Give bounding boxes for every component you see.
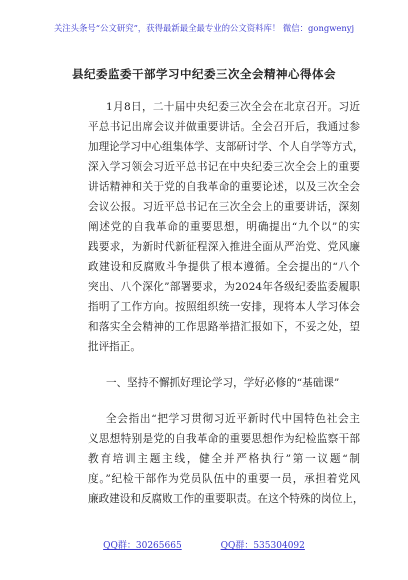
paragraph-line: 批评指正。 (88, 341, 141, 353)
paragraph-line: 廉政建设和反腐败工作的重要职责。在这个特殊的岗位上， (88, 493, 364, 505)
section-heading: 一、坚持不懈抓好理论学习，学好必修的“基础课” (106, 377, 340, 389)
footer-qq-group-1[interactable]: QQ群：30265665 (103, 541, 182, 551)
paragraph-line: 践要求，为新时代新征程深入推进全面从严治党、党风廉 (88, 241, 360, 253)
document-title: 县纪委监委干部学习中纪委三次全会精神心得体会 (72, 67, 336, 81)
paragraph-line: 平总书记出席会议并做重要讲话。全会召开后，我通过参 (88, 121, 360, 133)
paragraph-line: 深入学习领会习近平总书记在中央纪委三次全会上的重要 (88, 161, 360, 173)
paragraph-line: 教育培训主题主线，健全并严格执行”第一议题“制 (88, 453, 360, 465)
paragraph-line: 阐述党的自我革命的重要思想，明确提出“九个以”的实 (88, 221, 360, 233)
paragraph-line: 突出、八个深化”部署要求，为2024年各级纪委监委履职 (88, 281, 360, 293)
paragraph-line: 加理论学习中心组集体学、支部研讨学、个人自学等方式， (88, 141, 364, 153)
paragraph-line: 全会指出“把学习贯彻习近平新时代中国特色社会主 (106, 413, 360, 425)
paragraph-line: 指明了工作方向。按照组织统一安排，现将本人学习体会 (88, 301, 360, 313)
paragraph-line: 和落实全会精神的工作思路举措汇报如下，不妥之处，望 (88, 321, 360, 333)
paragraph-line: 度。”纪检干部作为党员队伍中的重要一员，承担着党风 (88, 473, 360, 485)
footer-contacts (0, 538, 408, 551)
footer-qq-group-2[interactable]: QQ群：535304092 (220, 541, 305, 551)
paragraph-line: 会议公报。习近平总书记在三次全会上的重要讲话，深刻 (88, 201, 360, 213)
paragraph-line: 政建设和反腐败斗争提供了根本遵循。全会提出的“八个 (88, 261, 360, 273)
paragraph-line: 1月8日，二十届中央纪委三次全会在北京召开。习近 (106, 101, 360, 113)
header-banner: 关注头条号“公文研究”，获得最新最全最专业的公文资料库！ 微信：gongwenyj (53, 23, 355, 33)
paragraph-line: 讲话精神和关于党的自我革命的重要论述，以及三次全会 (88, 181, 360, 193)
paragraph-line: 义思想特别是党的自我革命的重要思想作为纪检监察干部 (88, 433, 360, 445)
